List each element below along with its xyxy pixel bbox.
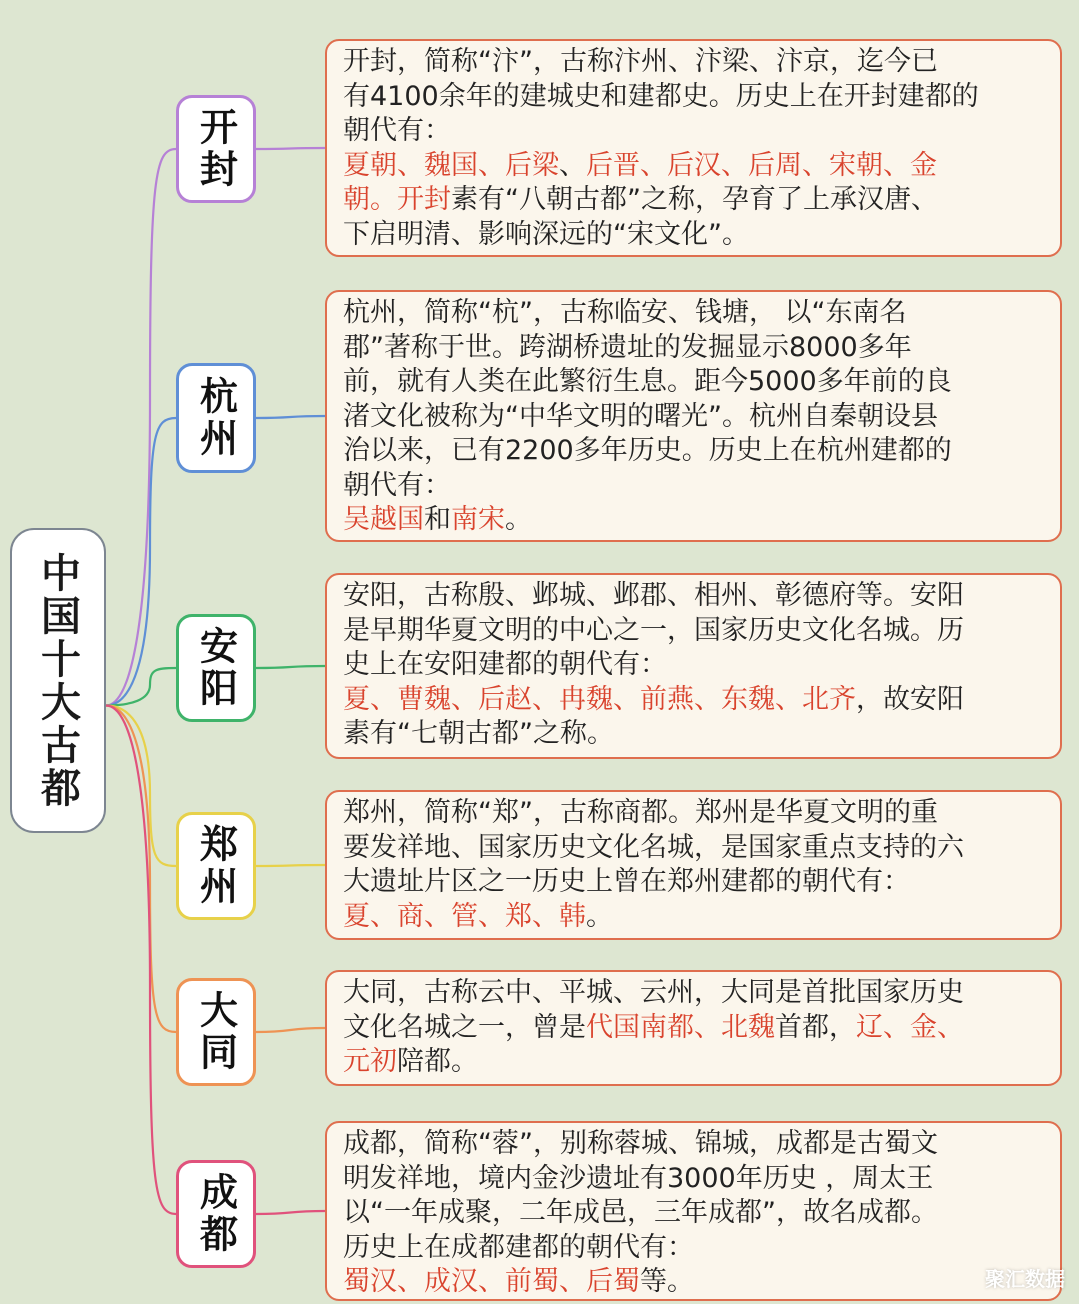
desc-text: 杭州，简称“杭”，古称临安、钱塘， 以“东南名 <box>343 297 907 328</box>
desc-text: 开封，简称“汴”，古称汴州、汴梁、汴京，迄今已 <box>343 46 938 77</box>
city-node-datong <box>176 978 256 1086</box>
desc-text: 素有“八朝古都”之称，孕育了上承汉唐、 <box>451 184 938 215</box>
desc-box-hangzhou <box>325 290 1062 542</box>
desc-line <box>343 296 1048 331</box>
connector-root-city <box>106 418 176 706</box>
desc-line <box>343 218 1048 253</box>
desc-line <box>343 365 1048 400</box>
connector-root-city <box>106 706 176 867</box>
city-node-hangzhou <box>176 363 256 473</box>
dynasty-highlight: 朝。开封 <box>343 184 451 215</box>
connector-city-desc <box>256 865 325 866</box>
desc-text: 陪都。 <box>397 1046 478 1077</box>
desc-text: 历史上在成都建都的朝代有： <box>343 1231 694 1263</box>
desc-box-kaifeng <box>325 39 1062 257</box>
desc-line <box>343 183 1048 218</box>
desc-line <box>343 648 1048 683</box>
desc-line <box>343 434 1048 469</box>
root-title: 中国十大古都 <box>34 551 81 810</box>
desc-text: 渚文化被称为“中华文明的曙光”。杭州自秦朝设县 <box>343 400 938 432</box>
watermark: 聚汇数据 <box>985 1267 1065 1291</box>
dynasty-highlight: 夏朝、魏国、后梁 <box>343 149 559 181</box>
desc-line <box>343 865 1048 900</box>
dynasty-highlight: 夏、商、管、郑、韩 <box>343 900 586 932</box>
desc-line <box>343 80 1048 115</box>
desc-line <box>343 831 1048 866</box>
desc-text: 朝代有： <box>343 115 451 146</box>
desc-line <box>343 1127 1048 1162</box>
connector-city-desc <box>256 416 325 418</box>
desc-text: 有4100余年的建城史和建都史。历史上在开封建都的 <box>343 80 979 112</box>
desc-box-chengdu <box>325 1121 1062 1301</box>
desc-line <box>343 976 1048 1011</box>
desc-line <box>343 683 1048 718</box>
desc-text: 文化名城之一，曾是 <box>343 1011 586 1043</box>
desc-text: 治以来，已有2200多年历史。历史上在杭州建都的 <box>343 435 952 466</box>
desc-line <box>343 1045 1048 1080</box>
connector-city-desc <box>256 1211 325 1214</box>
desc-text: 、 <box>559 149 586 181</box>
desc-box-datong <box>325 970 1062 1086</box>
desc-line <box>343 579 1048 614</box>
dynasty-highlight: 蜀汉、成汉、前蜀、后蜀 <box>343 1266 640 1297</box>
desc-text: 等。 <box>640 1266 694 1297</box>
desc-text: 朝代有： <box>343 469 451 501</box>
desc-line <box>343 1162 1048 1197</box>
dynasty-highlight: 代国南都、北魏 <box>586 1011 775 1043</box>
desc-line <box>343 1011 1048 1046</box>
city-node-anyang <box>176 614 256 722</box>
connector-city-desc <box>256 1028 325 1032</box>
city-node-kaifeng <box>176 95 256 203</box>
city-node-zhengzhou <box>176 812 256 920</box>
city-name-anyang: 安阳 <box>193 626 238 710</box>
desc-text: 是早期华夏文明的中心之一，国家历史文化名城。历 <box>343 614 964 646</box>
desc-text: 以“一年成聚，二年成邑，三年成都”，故名成都。 <box>343 1197 938 1228</box>
dynasty-highlight: 南宋 <box>451 504 505 535</box>
desc-line <box>343 796 1048 831</box>
desc-line <box>343 45 1048 80</box>
desc-line <box>343 331 1048 366</box>
desc-line <box>343 717 1048 752</box>
desc-text: 和 <box>424 504 451 535</box>
connector-root-city <box>106 668 176 706</box>
connector-city-desc <box>256 148 325 149</box>
connector-root-city <box>106 706 176 1033</box>
dynasty-highlight: 后晋、后汉、后周、宋朝、金 <box>586 149 937 181</box>
desc-line <box>343 469 1048 504</box>
city-name-chengdu: 成都 <box>193 1172 238 1256</box>
desc-text: 大遗址片区之一历史上曾在郑州建都的朝代有： <box>343 866 910 897</box>
desc-text: 下启明清、影响深远的“宋文化”。 <box>343 218 749 250</box>
desc-text: 素有“七朝古都”之称。 <box>343 718 614 749</box>
desc-line <box>343 1196 1048 1231</box>
desc-line <box>343 614 1048 649</box>
desc-text: 前，就有人类在此繁衍生息。距今5000多年前的良 <box>343 366 952 397</box>
desc-text: ，故安阳 <box>856 683 964 715</box>
connector-root-city <box>106 706 176 1215</box>
desc-text: 。 <box>586 900 613 932</box>
root-node <box>10 528 106 833</box>
desc-line <box>343 114 1048 149</box>
desc-line <box>343 400 1048 435</box>
city-name-kaifeng: 开封 <box>193 107 238 191</box>
desc-text: 。 <box>505 504 532 535</box>
city-name-hangzhou: 杭州 <box>193 376 238 460</box>
desc-line <box>343 503 1048 538</box>
desc-text: 首都， <box>775 1011 856 1043</box>
city-node-chengdu <box>176 1160 256 1268</box>
desc-line <box>343 149 1048 184</box>
desc-line <box>343 1265 1048 1300</box>
connector-city-desc <box>256 666 325 668</box>
dynasty-highlight: 吴越国 <box>343 504 424 535</box>
desc-line <box>343 1231 1048 1266</box>
dynasty-highlight: 夏、曹魏、后赵、冉魏、前燕、东魏、北齐 <box>343 683 856 715</box>
desc-text: 安阳，古称殷、邺城、邺郡、相州、彰德府等。安阳 <box>343 580 964 611</box>
connector-root-city <box>106 149 176 706</box>
city-name-zhengzhou: 郑州 <box>193 824 238 908</box>
desc-text: 明发祥地，境内金沙遗址有3000年历史 ，周太王 <box>343 1162 934 1194</box>
city-name-datong: 大同 <box>193 990 238 1074</box>
desc-text: 大同，古称云中、平城、云州，大同是首批国家历史 <box>343 977 964 1008</box>
dynasty-highlight: 辽、金、 <box>856 1011 964 1043</box>
dynasty-highlight: 元初 <box>343 1046 397 1077</box>
desc-text: 郡”著称于世。跨湖桥遗址的发掘显示8000多年 <box>343 331 912 363</box>
desc-text: 史上在安阳建都的朝代有： <box>343 649 667 680</box>
desc-text: 要发祥地、国家历史文化名城，是国家重点支持的六 <box>343 831 964 863</box>
desc-box-anyang <box>325 573 1062 759</box>
desc-text: 郑州，简称“郑”，古称商都。郑州是华夏文明的重 <box>343 797 938 828</box>
desc-text: 成都，简称“蓉”，别称蓉城、锦城，成都是古蜀文 <box>343 1128 938 1159</box>
desc-line <box>343 900 1048 935</box>
desc-box-zhengzhou <box>325 790 1062 940</box>
